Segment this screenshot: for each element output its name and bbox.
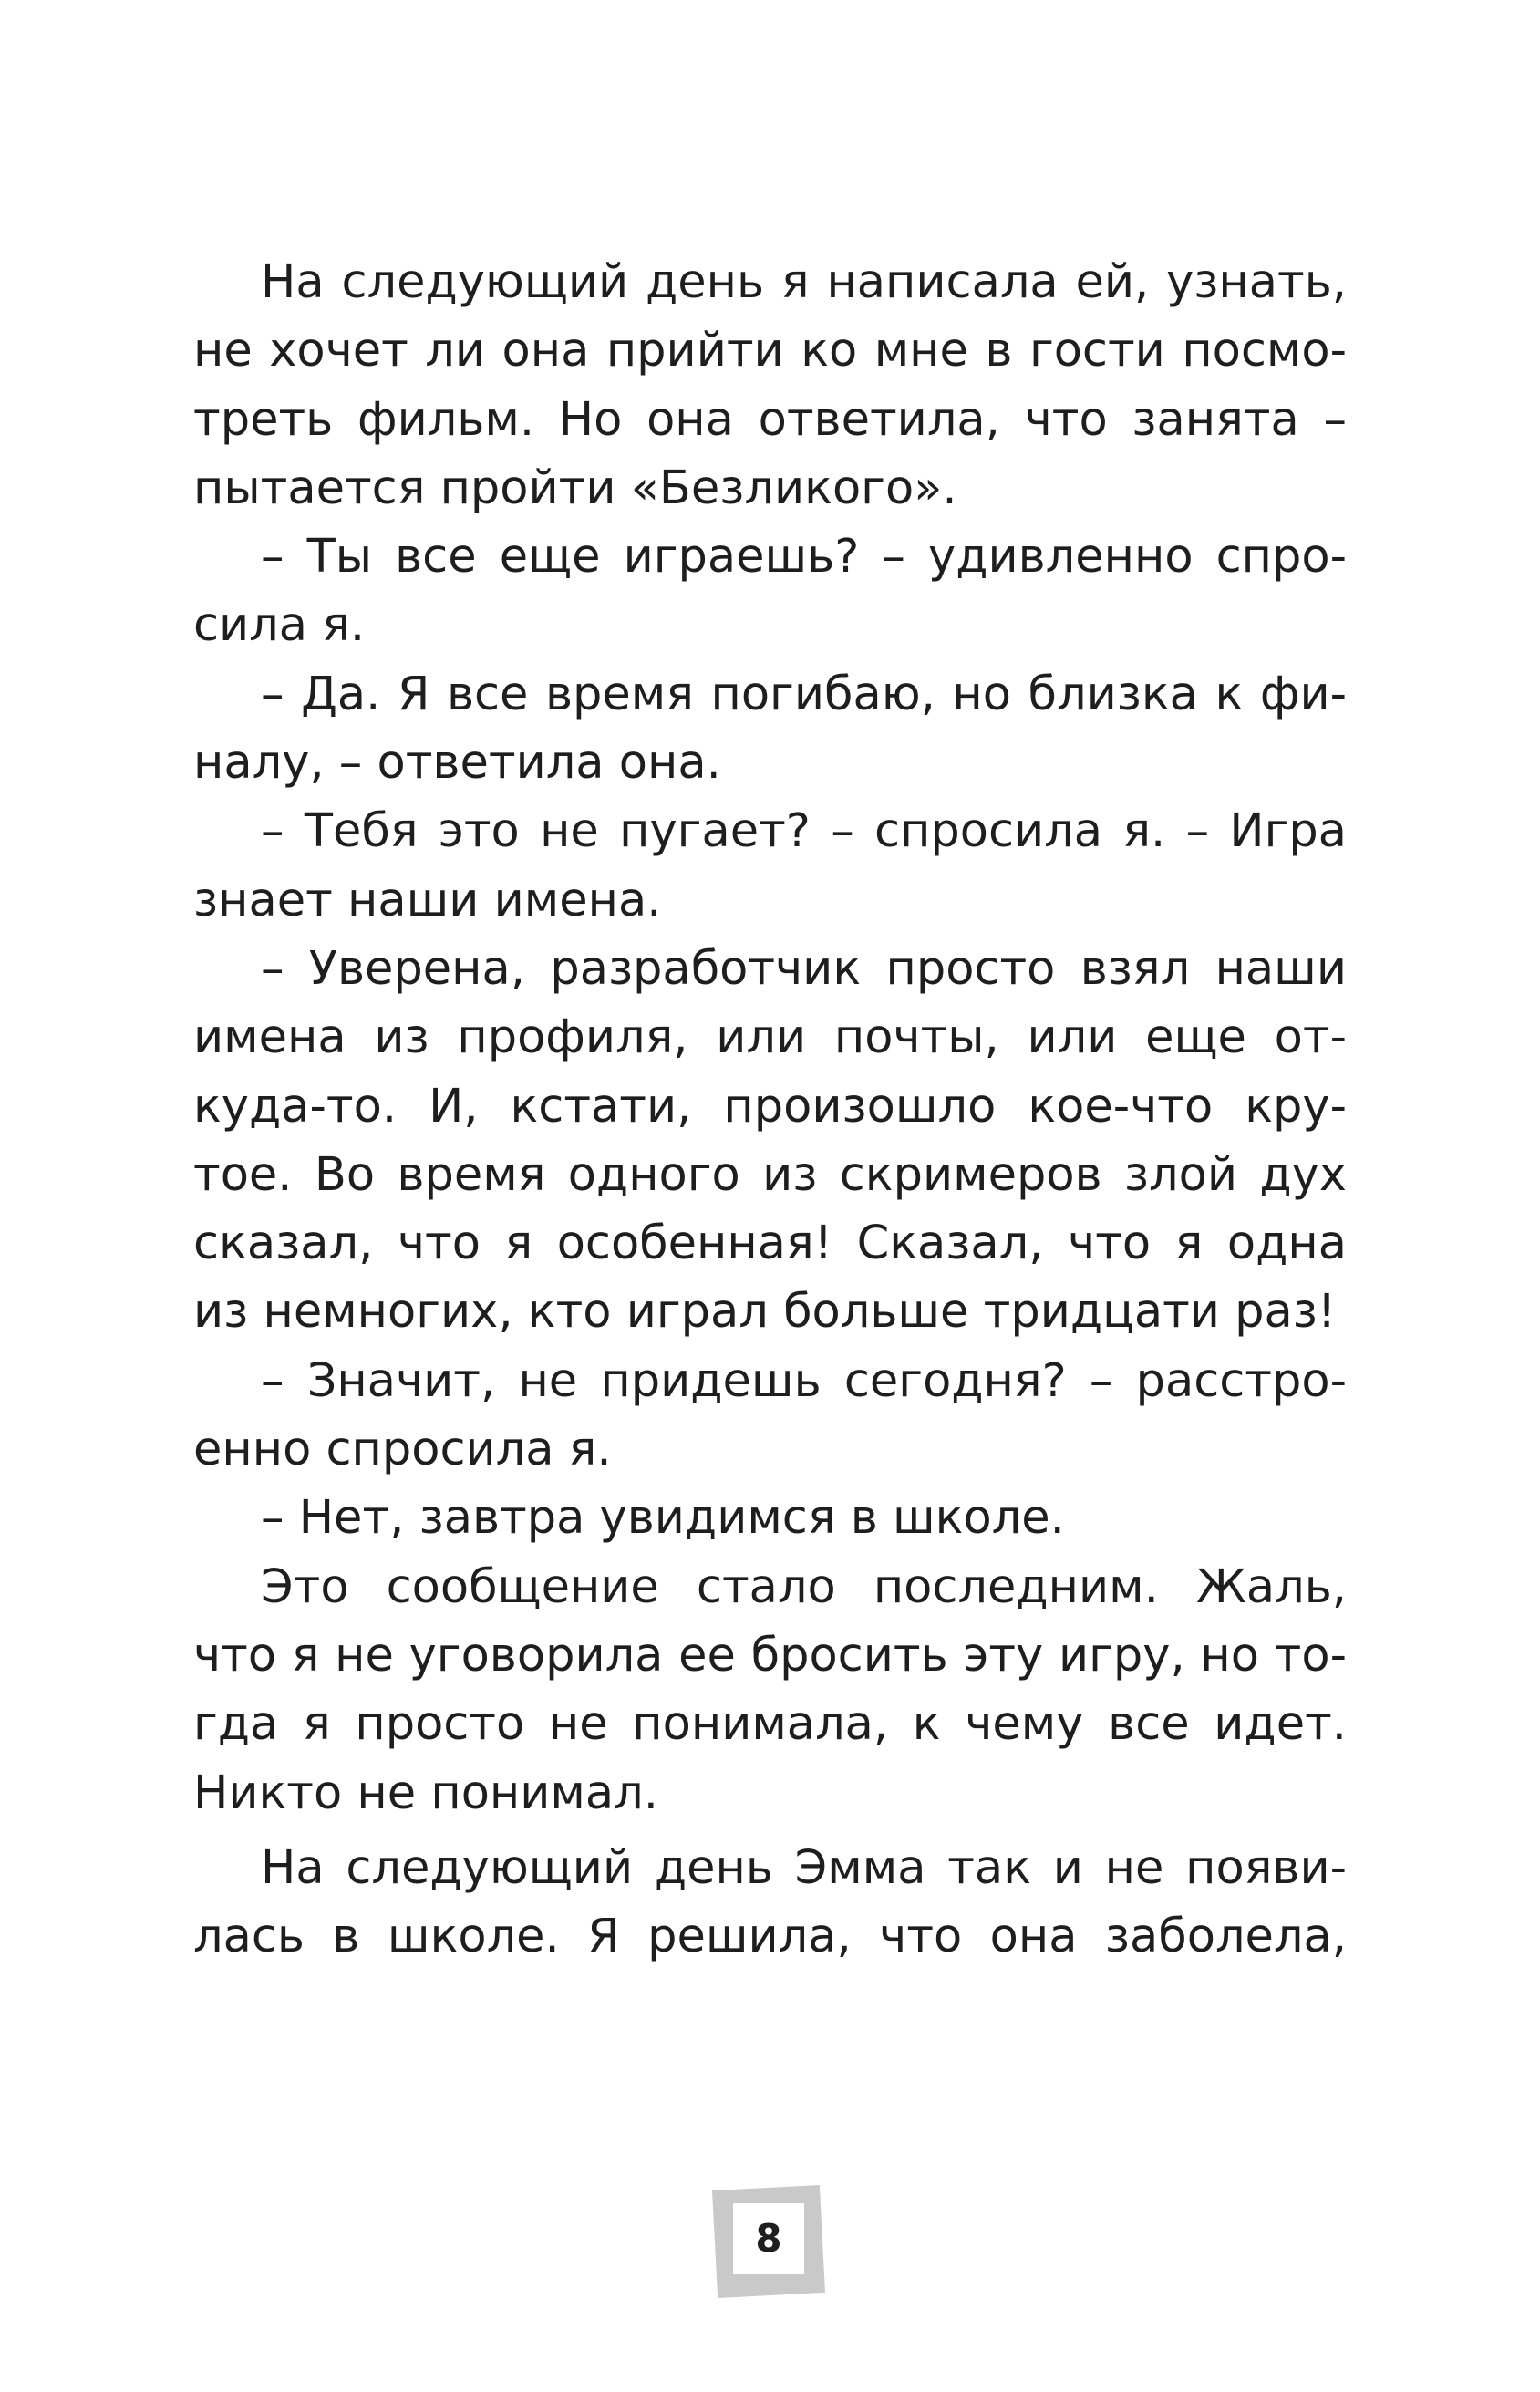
text-line: имена из профиля, или почты, или еще от- [193, 1010, 1347, 1065]
text-line: На следующий день я написала ей, узнать, [261, 255, 1347, 309]
body-text [193, 248, 1347, 1971]
text-line: не хочет ли она прийти ко мне в гости посмо- [193, 324, 1347, 378]
text-line: куда-то. И, кстати, произошло кое-что кру- [193, 1079, 1347, 1134]
text-line: На следующий день Эмма так и не появи- [261, 1840, 1347, 1895]
text-line: пытается пройти «Безликого». [193, 461, 957, 515]
text-line: знает наши имена. [193, 873, 662, 927]
text-line: – Да. Я все время погибаю, но близка к фи- [261, 667, 1347, 721]
text-line: – Значит, не придешь сегодня? – расстро- [261, 1353, 1347, 1408]
text-line: енно спросила я. [193, 1423, 612, 1477]
text-line: – Уверена, разработчик просто взял наши [261, 941, 1347, 996]
text-line: лась в школе. Я решила, что она заболела, [193, 1910, 1347, 1964]
page-number: 8 [733, 2203, 804, 2274]
text-line: гда я просто не понимала, к чему все идет. [193, 1697, 1347, 1752]
text-line: сила я. [193, 598, 366, 653]
text-line: треть фильм. Но она ответила, что занята – [193, 392, 1347, 447]
text-line: – Тебя это не пугает? – спросила я. – Игра [261, 804, 1347, 859]
text-line: Это сообщение стало последним. Жаль, [261, 1559, 1347, 1614]
text-line: тое. Во время одного из скримеров злой дух [193, 1147, 1347, 1202]
text-line: из немногих, кто играл больше тридцати раз! [193, 1285, 1337, 1340]
text-line: – Нет, завтра увидимся в школе. [261, 1491, 1065, 1546]
text-line: налу, – ответила она. [193, 736, 721, 791]
text-line: Никто не понимал. [193, 1766, 658, 1820]
text-line: сказал, что я особенная! Сказал, что я одна [193, 1217, 1347, 1271]
text-line: что я не уговорила ее бросить эту игру, но то- [193, 1628, 1347, 1683]
text-line: – Ты все еще играешь? – удивленно спро- [261, 530, 1347, 585]
